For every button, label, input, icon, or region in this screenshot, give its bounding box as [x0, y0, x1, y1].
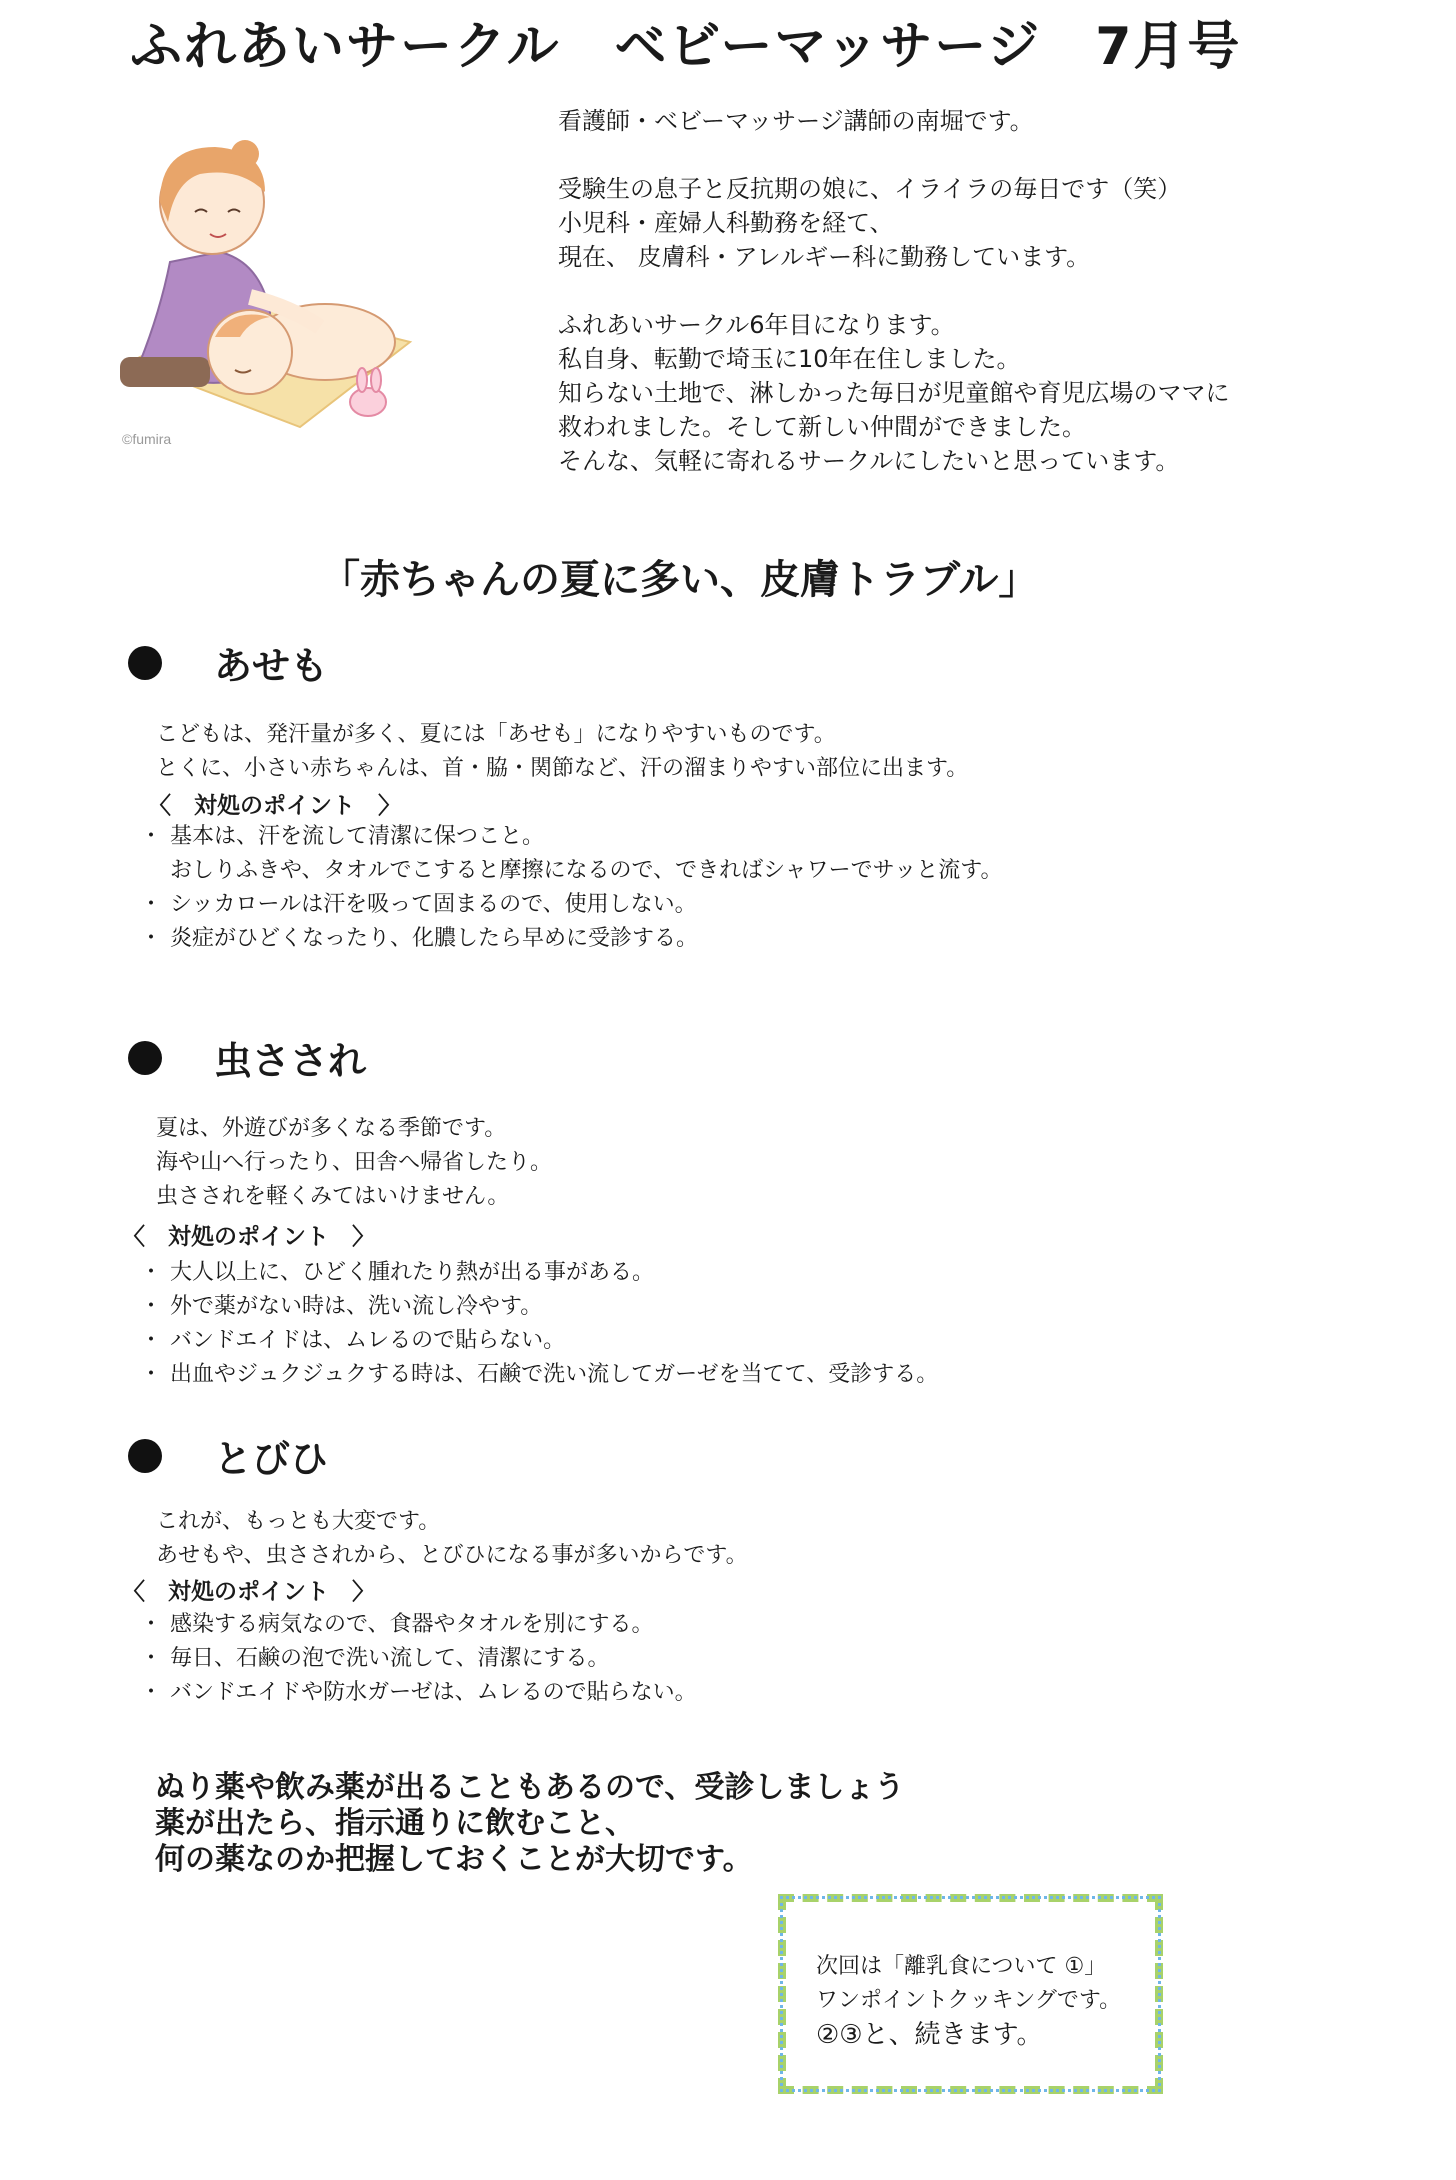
- illustration-credit: ©fumira: [122, 431, 172, 447]
- intro-gap: [558, 274, 1230, 308]
- section-body: [156, 1112, 552, 1214]
- points-label: 〈 対処のポイント 〉: [148, 793, 401, 819]
- list-item: ・ バンドエイドや防水ガーゼは、ムレるので貼らない。: [140, 1680, 697, 1705]
- bullet-circle-icon: [128, 1041, 162, 1075]
- section-heading: [128, 635, 328, 690]
- intro-gap: [558, 138, 1230, 172]
- closing-message: [155, 1770, 904, 1878]
- list-item: ・ 外で薬がない時は、洗い流し冷やす。: [140, 1294, 543, 1319]
- intro-line: 知らない土地で、淋しかった毎日が児童館や育児広場のママに: [558, 379, 1230, 407]
- closing-line: 薬が出たら、指示通りに飲むこと、: [155, 1806, 635, 1841]
- intro-line: 受験生の息子と反抗期の娘に、イライラの毎日です（笑）: [558, 175, 1182, 203]
- bullet-circle-icon: [128, 646, 162, 680]
- next-issue-notice: [778, 1894, 1163, 2094]
- points-list: [140, 820, 1002, 956]
- list-item: ・ シッカロールは汗を吸って固まるので、使用しない。: [140, 892, 697, 917]
- section-title: とびひ: [214, 1437, 329, 1481]
- list-item: ・ 感染する病気なので、食器やタオルを別にする。: [140, 1612, 654, 1637]
- bullet-circle-icon: [128, 1439, 162, 1473]
- points-list: [140, 1608, 697, 1710]
- section-heading: [128, 1030, 366, 1085]
- intro-line: 現在、 皮膚科・アレルギー科に勤務しています。: [558, 243, 1091, 271]
- section-heading: [128, 1428, 328, 1483]
- intro-line: ふれあいサークル6年目になります。: [558, 311, 955, 339]
- list-item: ・ 大人以上に、ひどく腫れたり熱が出る事がある。: [140, 1260, 655, 1285]
- headline: 「赤ちゃんの夏に多い、皮膚トラブル」: [320, 557, 1039, 603]
- points-label: 〈 対処のポイント 〉: [122, 1579, 375, 1605]
- list-item: ・ 毎日、石鹸の泡で洗い流して、清潔にする。: [140, 1646, 610, 1671]
- body-line: 虫さされを軽くみてはいけません。: [156, 1184, 510, 1209]
- section-title: あせも: [214, 644, 329, 688]
- intro-line: 救われました。そして新しい仲間ができました。: [558, 413, 1086, 441]
- body-line: 海や山へ行ったり、田舎へ帰省したり。: [156, 1150, 553, 1175]
- body-line: あせもや、虫さされから、とびひになる事が多いからです。: [156, 1543, 748, 1568]
- baby-massage-illustration: [100, 112, 430, 457]
- section-body: [156, 1505, 748, 1573]
- list-item: ・ 基本は、汗を流して清潔に保つこと。: [140, 824, 545, 849]
- body-line: これが、もっとも大変です。: [156, 1509, 441, 1534]
- intro-line: 小児科・産婦人科勤務を経て、: [558, 209, 894, 237]
- intro-line: 私自身、転勤で埼玉に10年在住しました。: [558, 345, 1021, 373]
- body-line: こどもは、発汗量が多く、夏には「あせも」になりやすいものです。: [156, 722, 836, 747]
- intro-line: 看護師・ベビーマッサージ講師の南堀です。: [558, 107, 1034, 135]
- page-title: ふれあいサークル ベビーマッサージ 7月号: [130, 17, 1242, 77]
- notice-line: ②③と、続きます。: [816, 2020, 1043, 2050]
- notice-line: 次回は「離乳食について ①」: [816, 1954, 1107, 1979]
- points-list: [140, 1256, 938, 1392]
- body-line: 夏は、外遊びが多くなる季節です。: [156, 1116, 507, 1141]
- list-item: ・ 出血やジュクジュクする時は、石鹸で洗い流してガーゼを当てて、受診する。: [140, 1362, 939, 1387]
- closing-line: 何の薬なのか把握しておくことが大切です。: [155, 1842, 753, 1877]
- points-label: 〈 対処のポイント 〉: [122, 1224, 375, 1250]
- section-body: [156, 718, 968, 786]
- intro-text: [558, 104, 1230, 478]
- list-item: おしりふきや、タオルでこすると摩擦になるので、できればシャワーでサッと流す。: [170, 858, 1003, 883]
- section-title: 虫さされ: [214, 1039, 367, 1083]
- intro-line: そんな、気軽に寄れるサークルにしたいと思っています。: [558, 447, 1180, 475]
- list-item: ・ 炎症がひどくなったり、化膿したら早めに受診する。: [140, 926, 699, 951]
- closing-line: ぬり薬や飲み薬が出ることもあるので、受診しましょう: [155, 1770, 905, 1805]
- notice-line: ワンポイントクッキングです。: [816, 1988, 1122, 2013]
- list-item: ・ バンドエイドは、ムレるので貼らない。: [140, 1328, 566, 1353]
- body-line: とくに、小さい赤ちゃんは、首・脇・関節など、汗の溜まりやすい部位に出ます。: [156, 756, 969, 781]
